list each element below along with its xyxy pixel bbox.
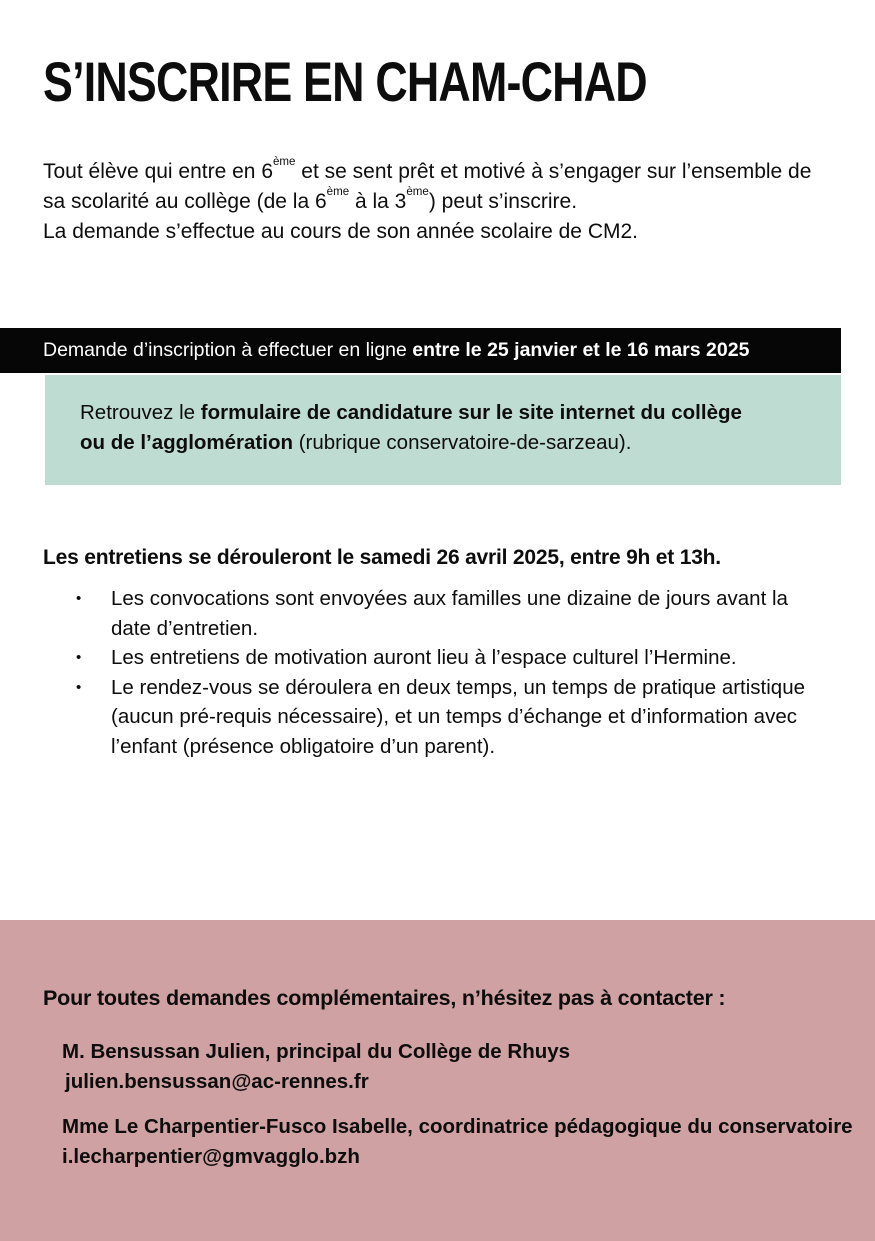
contact-email: i.lecharpentier@gmvagglo.bzh [62, 1145, 360, 1168]
page-title: S’INSCRIRE EN CHAM-CHAD [43, 50, 647, 113]
contact-heading: Pour toutes demandes complémentaires, n’hésitez pas à contacter : [43, 986, 726, 1010]
bullet-text: Les convocations sont envoyées aux familles une dizaine de jours avant la date d’entretien. [111, 587, 788, 640]
list-item [75, 673, 807, 762]
contact-entry [62, 1112, 853, 1172]
contact-name-role: Mme Le Charpentier-Fusco Isabelle, coordinatrice pédagogique du conservatoire [62, 1115, 853, 1138]
application-form-info-box [45, 375, 841, 485]
contact-section [0, 920, 875, 1241]
contact-entry [62, 1037, 570, 1097]
deadline-banner [0, 328, 841, 373]
interviews-heading: Les entretiens se dérouleront le samedi 26 avril 2025, entre 9h et 13h. [43, 546, 721, 569]
bullet-marker: • [76, 649, 82, 666]
intro-paragraph: Tout élève qui entre en 6ème et se sent prêt et motivé à s’engager sur l’ensemble de sa scolarité au collège (de la 6ème à la 3ème) peut s’inscrire. La demande s’effectue au cours de son année scolaire de CM2. [43, 155, 812, 243]
bullet-text: Le rendez-vous se déroulera en deux temps, un temps de pratique artistique (aucun pré-requis nécessaire), et un temps d’échange et d’information avec l’enfant (présence obligatoire d’un parent). [111, 675, 805, 758]
bullet-marker: • [76, 678, 82, 696]
application-form-info-text: Retrouvez le formulaire de candidature sur le site internet du collège ou de l’agglomération (rubrique conservatoire-de-sarzeau). [80, 401, 742, 454]
bullet-marker: • [76, 590, 82, 607]
interviews-list [75, 584, 807, 761]
bullet-text: Les entretiens de motivation auront lieu à l’espace culturel l’Hermine. [111, 646, 737, 669]
contact-email: julien.bensussan@ac-rennes.fr [65, 1070, 369, 1093]
list-item [75, 584, 807, 643]
deadline-banner-text: Demande d’inscription à effectuer en ligne entre le 25 janvier et le 16 mars 2025 [43, 339, 750, 361]
list-item [75, 643, 807, 673]
contact-name-role: M. Bensussan Julien, principal du Collège de Rhuys [62, 1040, 571, 1063]
